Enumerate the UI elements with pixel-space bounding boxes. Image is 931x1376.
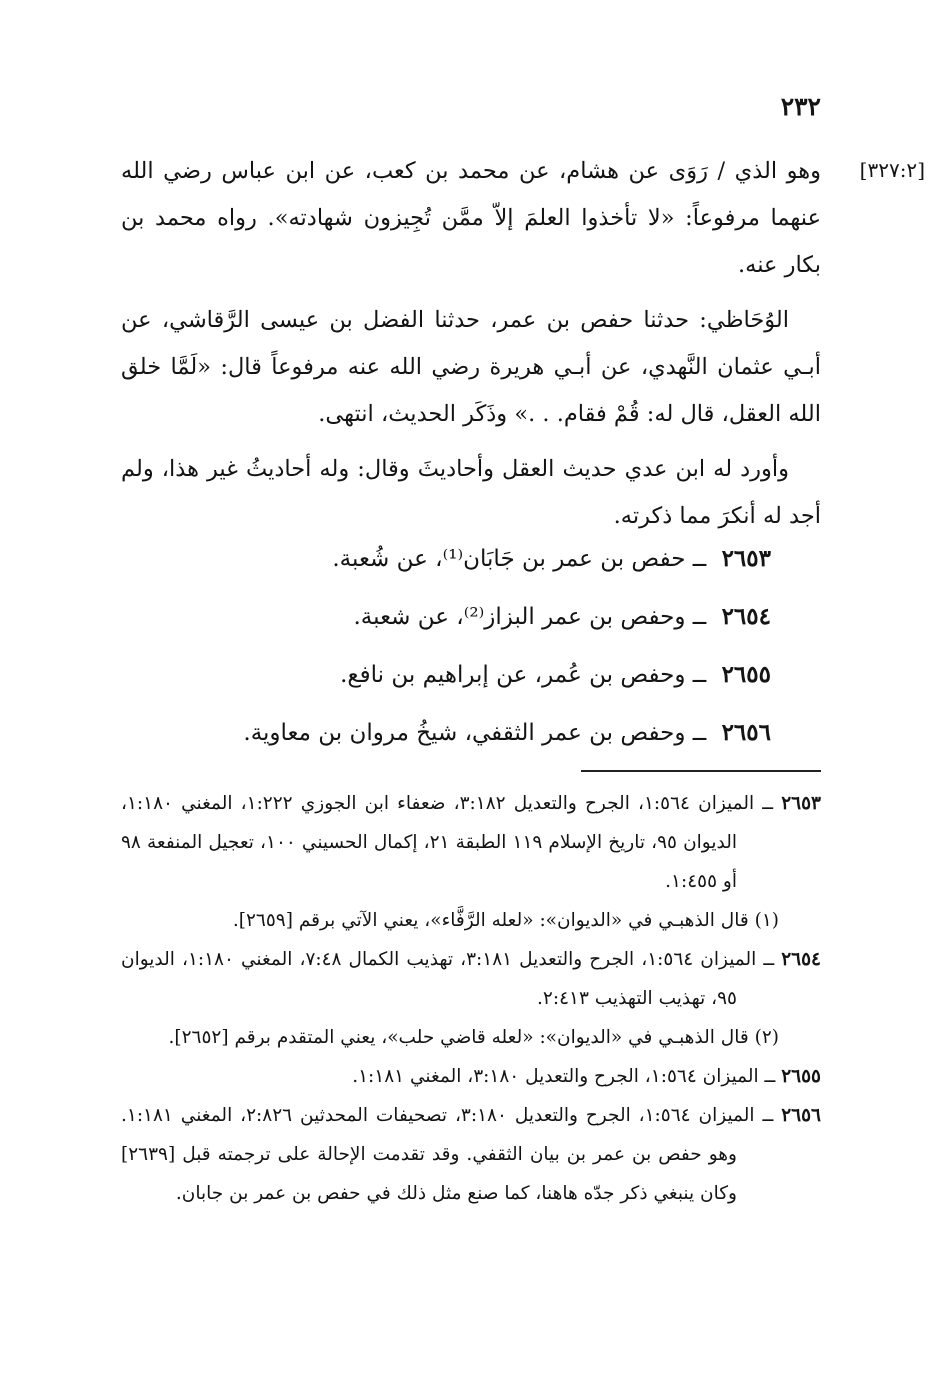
- footnote: [121, 940, 821, 1018]
- entry: [171, 646, 771, 704]
- footnote-divider: [581, 770, 821, 772]
- footnote-text: ــ الميزان ١:٥٦٤، الجرح والتعديل ٣:١٨٠، المغني ١:١٨١.: [352, 1066, 776, 1087]
- footnote: [121, 1018, 821, 1057]
- footnote-text: ــ الميزان ١:٥٦٤، الجرح والتعديل ٣:١٨١، تهذيب الكمال ٧:٤٨، المغني ١:١٨٠، الديوان ٩٥، تهذيب التهذيب ٢:٤١٣.: [121, 949, 775, 1009]
- entry: [171, 704, 771, 762]
- entry-text: ــ وحفص بن عمر الثقفي، شيخُ مروان بن معاوية.: [243, 720, 707, 746]
- entry-number: ٢٦٥٣: [721, 545, 771, 572]
- margin-reference: [٣٢٧:٢]: [859, 158, 925, 182]
- entries-list: [171, 530, 771, 762]
- paragraph: وأورد له ابن عدي حديث العقل وأحاديثَ وقال: وله أحاديثُ غير هذا، ولم أجد له أنكرَ مما ذكرته.: [121, 456, 821, 529]
- footnote-text: قال الذهبـي في «الديوان»: «لعله قاضي حلب»، يعني المتقدم برقم [٢٦٥٢].: [168, 1027, 749, 1048]
- entry-number: ٢٦٥٦: [721, 719, 771, 746]
- footnotes: [121, 784, 821, 1213]
- entry-number: ٢٦٥٥: [721, 661, 771, 688]
- entry-number: ٢٦٥٤: [721, 603, 771, 630]
- footnote-number: (١): [754, 910, 779, 931]
- footnote-number: ٢٦٥٤: [781, 949, 821, 970]
- footnote: [121, 1096, 821, 1213]
- paragraph: الوُحَاظي: حدثنا حفص بن عمر، حدثنا الفضل بن عيسى الرَّقاشي، عن أبـي عثمان النَّهدي، عن أبـي هريرة رضي الله عنه مرفوعاً قال: «لَمَّا خلق الله العقل، قال له: قُمْ فقام. . .» وذَكَر الحديث، انتهى.: [121, 307, 821, 427]
- footnote-number: ٢٦٥٣: [781, 793, 821, 814]
- paragraph: وهو الذي / رَوَى عن هشام، عن محمد بن كعب، عن ابن عباس رضي الله عنهما مرفوعاً: «لا تأخذوا العلمَ إلاّ ممَّن تُجِيزون شهادته». رواه محمد بن بكار عنه.: [121, 158, 821, 278]
- footnote-text: ــ الميزان ١:٥٦٤، الجرح والتعديل ٣:١٨٠، تصحيفات المحدثين ٢:٨٢٦، المغني ١:١٨١. وهو حفص بن عمر بن بيان الثقفي. وقد تقدمت الإحالة على ترجمته قبل [٢٦٣٩] وكان ينبغي ذكر جدّه هاهنا، كما صنع مثل ذلك في حفص بن عمر بن جابان.: [121, 1105, 774, 1204]
- entry: [171, 530, 771, 588]
- entry-text: ــ وحفص بن عُمر، عن إبراهيم بن نافع.: [340, 662, 707, 688]
- footnote-number: ٢٦٥٥: [781, 1066, 821, 1087]
- footnote-number: ٢٦٥٦: [781, 1105, 821, 1126]
- main-text: [121, 148, 821, 548]
- footnote: [121, 1057, 821, 1096]
- footnote-number: (٢): [754, 1027, 779, 1048]
- entry-text: ــ وحفص بن عمر البزاز⁽²⁾، عن شعبة.: [353, 604, 707, 630]
- footnote-text: قال الذهبـي في «الديوان»: «لعله الرَّفَّاء»، يعني الآتي برقم [٢٦٥٩].: [232, 910, 749, 931]
- footnote-text: ــ الميزان ١:٥٦٤، الجرح والتعديل ٣:١٨٢، ضعفاء ابن الجوزي ١:٢٢٢، المغني ١:١٨٠، الديوان ٩٥، تاريخ الإسلام ١١٩ الطبقة ٢١، إكمال الحسيني ١٠٠، تعجيل المنفعة ٩٨ أو ١:٤٥٥.: [121, 793, 774, 892]
- entry-text: ــ حفص بن عمر بن جَابَان⁽¹⁾، عن شُعبة.: [332, 546, 707, 572]
- footnote: [121, 901, 821, 940]
- footnote: [121, 784, 821, 901]
- entry: [171, 588, 771, 646]
- page-number: ٢٣٢: [780, 92, 821, 121]
